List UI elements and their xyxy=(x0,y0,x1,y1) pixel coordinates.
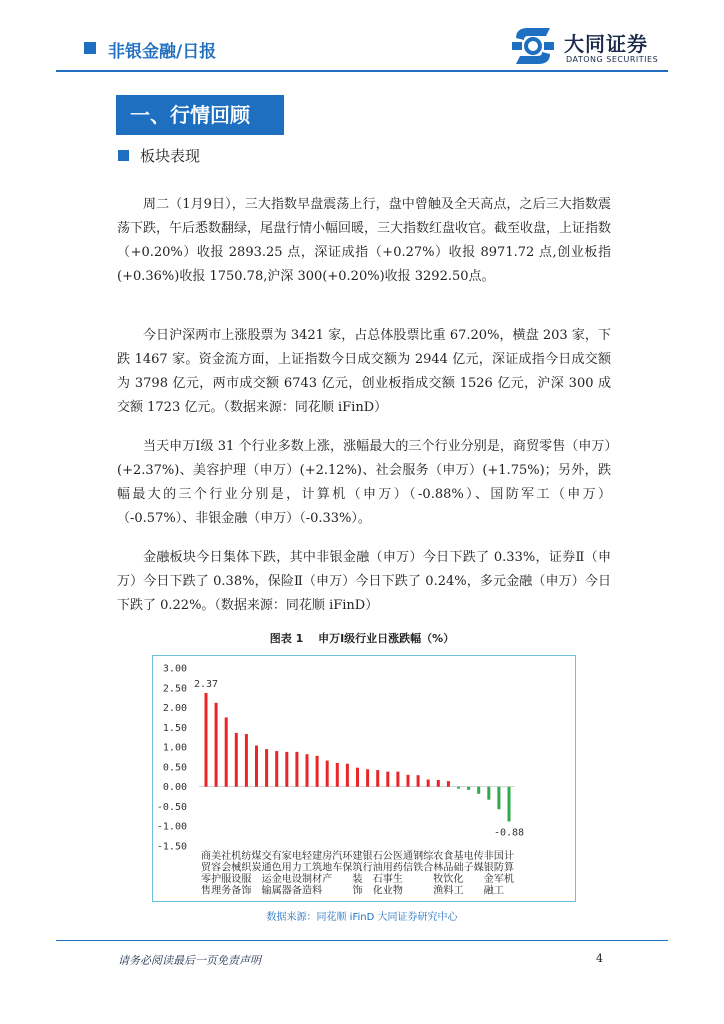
paragraph-1: 周二（1月9日），三大指数早盘震荡上行，盘中曾触及全天高点，之后三大指数震荡下跌，午后悉数翻绿，尾盘行情小幅回暖，三大指数红盘收官。截至收盘，上证指数（+0.20%）收报 2893.25 点，深证成指（+0.27%）收报 8971.72 点,创业板指(+0.36%)收报 1750.78,沪深 300(+0.20%)收报 3292.50点。 xyxy=(117,197,612,284)
x-tick-label: 建筑材料 xyxy=(312,851,323,897)
bar xyxy=(336,763,339,787)
bar xyxy=(306,754,309,786)
bar xyxy=(467,787,470,790)
bar xyxy=(356,768,359,787)
x-tick-label: 农林牧渔 xyxy=(433,851,444,897)
y-tick-label: 2.00 xyxy=(162,703,187,715)
x-tick-label: 公用事业 xyxy=(382,851,393,897)
bar xyxy=(215,703,218,787)
paragraph-2: 今日沪深两市上涨股票为 3421 家，占总体股票比重 67.20%，横盘 203 家，下跌 1467 家。资金流方面，上证指数今日成交额为 2944 亿元，深证成指今日成交额为 3798 亿元，两市成交额 6743 亿元，创业板指成交额 1526 亿元，沪深 300 成交额 1723 亿元。（数据来源：同花顺 iFinD） xyxy=(117,328,611,415)
y-tick-label: 0.50 xyxy=(162,762,187,774)
header-square-icon xyxy=(84,42,96,54)
bar xyxy=(427,780,430,787)
bar xyxy=(265,749,268,787)
x-tick-label: 非银金融 xyxy=(483,851,494,897)
x-tick-label: 汽车 xyxy=(332,851,343,874)
bar xyxy=(407,775,410,787)
x-tick-label: 交通运输 xyxy=(261,851,272,897)
bar xyxy=(366,769,369,786)
y-tick-label: -1.50 xyxy=(156,841,187,853)
x-tick-label: 食品饮料 xyxy=(443,851,454,897)
x-tick-label: 国防军工 xyxy=(493,851,504,897)
bar xyxy=(255,746,258,787)
data-label-max: 2.37 xyxy=(193,678,219,690)
x-tick-label: 基础化工 xyxy=(453,851,464,897)
x-tick-label: 银行 xyxy=(362,851,373,874)
data-label-min: -0.88 xyxy=(493,827,525,839)
x-tick-label: 电子 xyxy=(463,851,474,874)
subsection-square-icon xyxy=(118,150,129,161)
x-tick-label: 商贸零售 xyxy=(201,851,211,897)
bar xyxy=(437,780,440,787)
x-tick-label: 石油石化 xyxy=(372,851,383,897)
bar-chart xyxy=(152,655,576,902)
header-title: 非银金融/日报 xyxy=(108,42,217,62)
bar xyxy=(285,752,288,787)
x-tick-label: 房地产 xyxy=(322,851,333,885)
bar xyxy=(457,787,460,789)
x-tick-label: 环保 xyxy=(342,851,353,874)
paragraph-4: 金融板块今日集体下跌，其中非银金融（申万）今日下跌了 0.33%，证券Ⅱ（申万）今日下跌了 0.38%，保险Ⅱ（申万）今日下跌了 0.24%，多元金融（申万）今日下跌了 0.22%。（数据来源：同花顺 iFinD） xyxy=(117,550,611,613)
y-tick-label: 2.50 xyxy=(162,683,187,695)
bar xyxy=(346,764,349,787)
x-tick-label: 社会服务 xyxy=(221,851,232,897)
subsection-title: 板块表现 xyxy=(140,147,201,165)
x-tick-label: 钢铁 xyxy=(413,851,424,874)
bar xyxy=(417,775,420,786)
bar xyxy=(205,693,208,787)
bar xyxy=(477,787,480,794)
x-tick-label: 建筑装饰 xyxy=(352,851,363,897)
paragraph-3: 当天申万Ⅰ级 31 个行业多数上涨，涨幅最大的三个行业分别是，商贸零售（申万）(+2.37%)、美容护理（申万）(+2.12%)、社会服务（申万）(+1.75%)；另外，跌幅最大的三个行业分别是，计算机（申万）（-0.88%）、国防军工（申万）（-0.57%）、非银金融（申万）（-0.33%）。 xyxy=(117,439,611,526)
x-tick-label: 传媒 xyxy=(473,851,484,874)
header-divider xyxy=(56,70,668,72)
x-tick-label: 综合 xyxy=(423,851,434,874)
page-number: 4 xyxy=(596,952,603,965)
bar xyxy=(245,734,248,787)
y-tick-label: -1.00 xyxy=(156,821,187,833)
x-tick-label: 医药生物 xyxy=(392,851,403,897)
x-tick-label: 通信 xyxy=(403,851,413,874)
chart-svg xyxy=(153,656,575,901)
logo-english-text: DATONG SECURITIES xyxy=(566,55,659,64)
bar xyxy=(275,751,278,787)
x-tick-label: 有色金属 xyxy=(271,851,282,897)
logo-chinese-text: 大同证券 xyxy=(564,32,648,56)
footer-divider xyxy=(56,940,668,941)
datong-logo-icon xyxy=(510,24,556,68)
x-tick-label: 煤炭 xyxy=(251,851,262,874)
figure-source: 数据来源：同花顺 iFinD 大同证券研究中心 xyxy=(266,912,458,923)
x-tick-label: 电力设备 xyxy=(291,851,302,897)
bar xyxy=(447,781,450,787)
y-tick-label: 1.00 xyxy=(162,742,187,754)
x-tick-label: 美容护理 xyxy=(211,851,222,897)
x-tick-label: 轻工制造 xyxy=(302,851,312,897)
y-tick-label: 3.00 xyxy=(162,663,187,675)
x-tick-label: 纺织服饰 xyxy=(241,851,252,897)
bar xyxy=(316,756,319,787)
y-tick-label: -0.50 xyxy=(156,801,187,813)
footer-disclaimer: 请务必阅读最后一页免责声明 xyxy=(118,954,261,967)
y-tick-label: 1.50 xyxy=(162,722,187,734)
bar xyxy=(235,733,238,787)
section-title: 一、行情回顾 xyxy=(116,95,284,135)
bar xyxy=(396,772,399,787)
bar xyxy=(295,752,298,787)
y-tick-label: 0.00 xyxy=(162,782,187,794)
bar xyxy=(326,761,329,787)
bar xyxy=(508,787,511,822)
x-tick-label: 计算机 xyxy=(504,851,514,885)
bar xyxy=(225,717,228,786)
figure-caption: 图表 1 申万Ⅰ级行业日涨跌幅（%） xyxy=(269,632,455,645)
bar xyxy=(376,770,379,787)
bar xyxy=(487,787,490,800)
x-tick-label: 机械设备 xyxy=(231,851,242,897)
company-logo xyxy=(510,24,670,68)
bar xyxy=(497,787,500,810)
x-tick-label: 家用电器 xyxy=(281,851,292,897)
bar xyxy=(386,772,389,787)
